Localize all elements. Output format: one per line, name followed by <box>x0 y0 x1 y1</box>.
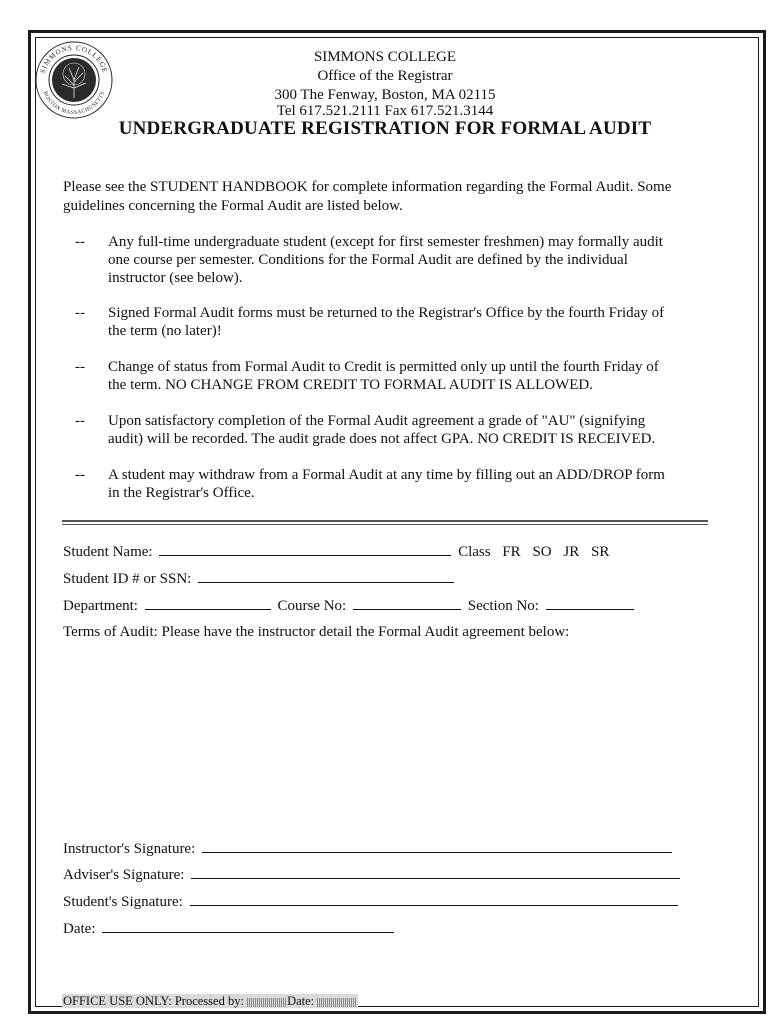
guideline-2-line: the term (no later)! <box>108 323 222 339</box>
instructor-signature-field[interactable] <box>202 839 672 853</box>
section-no-field[interactable] <box>546 596 634 610</box>
guideline-1-line: one course per semester. Conditions for the Formal Audit are defined by the individual <box>108 252 628 268</box>
processed-by-field[interactable] <box>247 998 287 1007</box>
instructor-signature-label: Instructor's Signature: <box>63 841 196 857</box>
student-id-field[interactable] <box>198 569 454 583</box>
guideline-1-line: Any full-time undergraduate student (except for first semester freshmen) may formally audit <box>108 234 663 250</box>
guideline-4-line: audit) will be recorded. The audit grade does not affect GPA. NO CREDIT IS RECEIVED. <box>108 431 656 447</box>
guideline-4 <box>108 412 708 448</box>
guideline-5-line: A student may withdraw from a Formal Audit at any time by filling out an ADD/DROP form <box>108 467 665 483</box>
seal-top-text: SIMMONS COLLEGE <box>38 43 110 75</box>
section-divider-thin <box>62 524 708 525</box>
office-date-field[interactable] <box>317 998 357 1007</box>
institution-name: SIMMONS COLLEGE <box>313 49 457 65</box>
department-label: Department: <box>63 598 138 614</box>
bullet-marker: -- <box>75 359 85 375</box>
guideline-5 <box>108 466 708 502</box>
department-field[interactable] <box>145 596 271 610</box>
course-no-field[interactable] <box>353 596 461 610</box>
class-option-jr[interactable]: JR <box>563 544 580 560</box>
section-no-label: Section No: <box>467 598 539 614</box>
class-option-sr[interactable]: SR <box>590 544 610 560</box>
course-no-label: Course No: <box>277 598 347 614</box>
college-phone-fax: Tel 617.521.2111 Fax 617.521.3144 <box>276 103 494 119</box>
bullet-marker: -- <box>75 467 85 483</box>
intro-line-1: Please see the STUDENT HANDBOOK for complete information regarding the Formal Audit. Some <box>63 179 672 195</box>
date-row <box>63 919 397 938</box>
form-title: UNDERGRADUATE REGISTRATION FOR FORMAL AUDIT <box>118 118 652 139</box>
office-date-label: Date: <box>287 994 315 1008</box>
student-signature-row <box>63 892 681 911</box>
bullet-marker: -- <box>75 413 85 429</box>
student-id-row <box>63 569 457 588</box>
student-name-row <box>63 542 609 561</box>
seal-bottom-text: BOSTON MASSACHUSETTS <box>41 90 107 117</box>
intro-line-2: guidelines concerning the Formal Audit are listed below. <box>63 198 403 214</box>
class-option-so[interactable]: SO <box>532 544 552 560</box>
office-use-strip <box>62 994 358 1008</box>
date-label: Date: <box>63 921 96 937</box>
guideline-3-line: the term. NO CHANGE FROM CREDIT TO FORMAL AUDIT IS ALLOWED. <box>108 377 594 393</box>
course-info-row <box>63 596 637 615</box>
registrar-office: Office of the Registrar <box>317 68 453 84</box>
guideline-2 <box>108 304 708 340</box>
student-name-field[interactable] <box>159 542 451 556</box>
section-divider <box>62 520 708 522</box>
bullet-marker: -- <box>75 305 85 321</box>
class-label: Class <box>458 544 491 560</box>
guideline-1 <box>108 233 708 287</box>
terms-of-audit-label: Terms of Audit: Please have the instructor detail the Formal Audit agreement below: <box>63 624 570 640</box>
college-address: 300 The Fenway, Boston, MA 02115 <box>274 87 496 103</box>
guideline-1-line: instructor (see below). <box>108 270 243 286</box>
instructor-signature-row <box>63 839 675 858</box>
student-id-label: Student ID # or SSN: <box>63 571 192 587</box>
adviser-signature-label: Adviser's Signature: <box>63 867 185 883</box>
terms-of-audit-area[interactable] <box>63 645 703 825</box>
student-signature-field[interactable] <box>190 892 678 906</box>
guideline-3-line: Change of status from Formal Audit to Credit is permitted only up until the fourth Friday of <box>108 359 659 375</box>
date-field[interactable] <box>102 919 394 933</box>
student-signature-label: Student's Signature: <box>63 894 183 910</box>
guideline-2-line: Signed Formal Audit forms must be returned to the Registrar's Office by the fourth Friday of <box>108 305 665 321</box>
office-use-label: OFFICE USE ONLY: Processed by: <box>63 994 244 1008</box>
bullet-marker: -- <box>75 234 85 250</box>
adviser-signature-field[interactable] <box>191 865 680 879</box>
adviser-signature-row <box>63 865 683 884</box>
class-option-fr[interactable]: FR <box>502 544 521 560</box>
student-name-label: Student Name: <box>63 544 153 560</box>
guideline-3 <box>108 358 708 394</box>
guideline-4-line: Upon satisfactory completion of the Formal Audit agreement a grade of "AU" (signifying <box>108 413 646 429</box>
guideline-5-line: in the Registrar's Office. <box>108 485 255 501</box>
